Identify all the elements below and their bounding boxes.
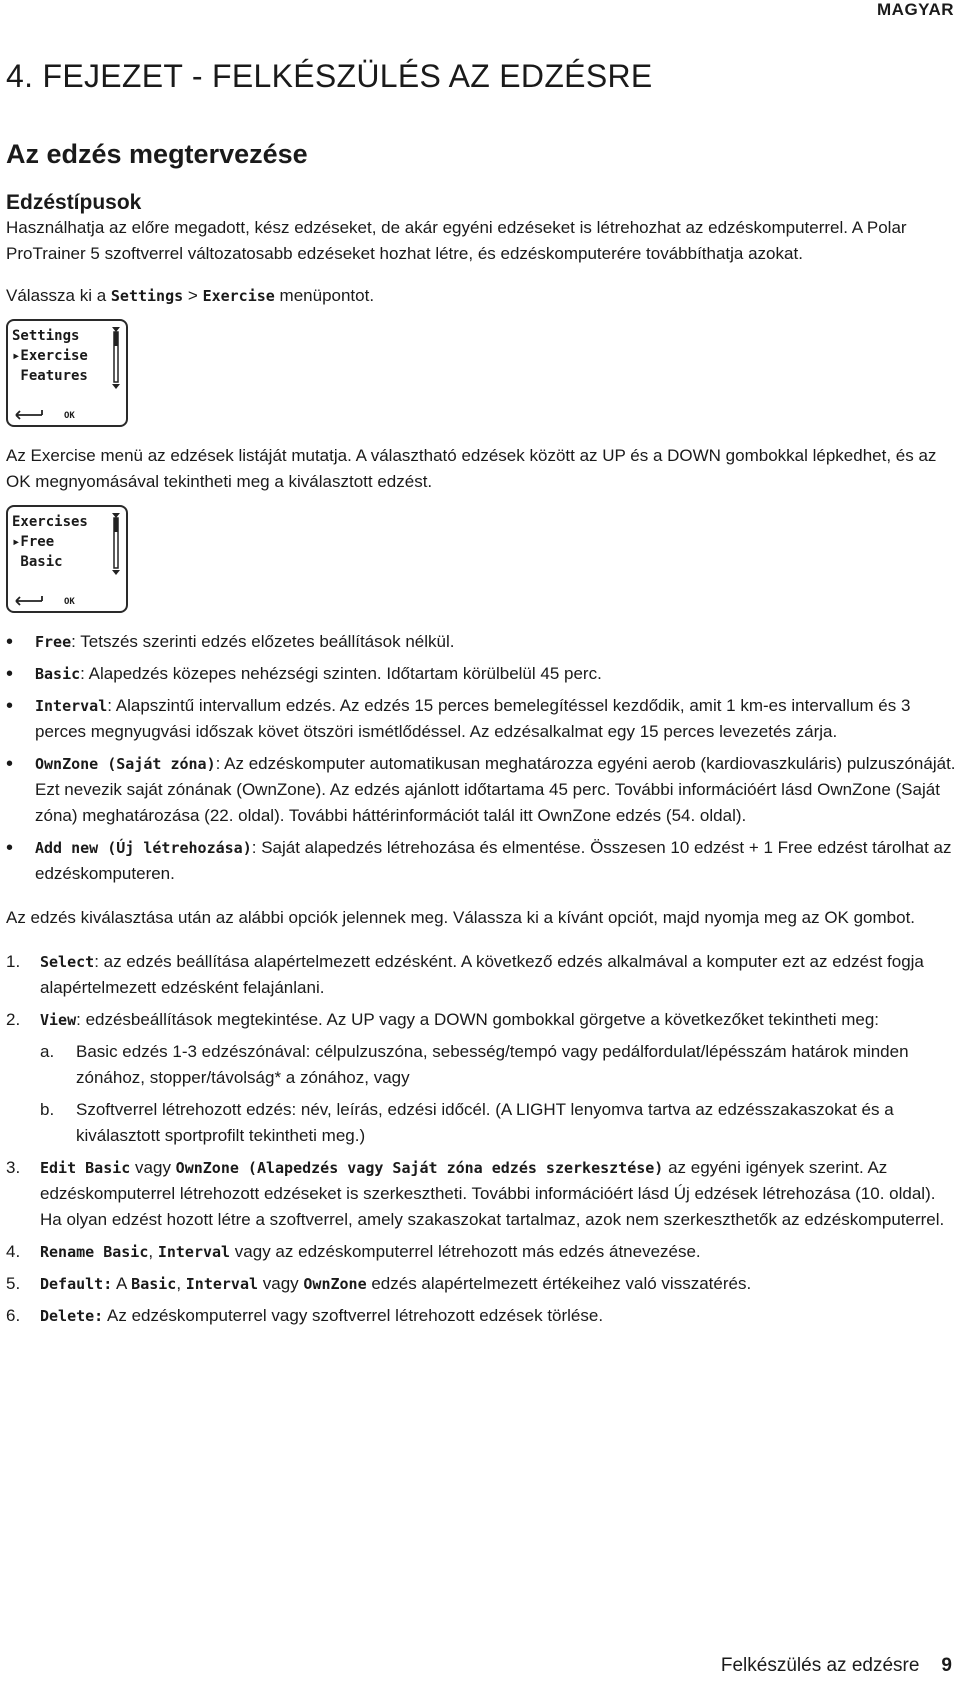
exercise-desc: : Tetszés szerinti edzés előzetes beállítások nélkül. <box>71 632 455 652</box>
intro-paragraph: Használhatja az előre megadott, kész edzéseket, de akár egyéni edzéseket is létrehozhat az edzéskomputerrel. A Polar ProTrainer 5 szoftverrel változatosabb edzéseket hozhat létre, és edzéskomputerére továbbíthatja azokat. <box>6 218 907 264</box>
display-line-3: Basic <box>12 554 63 571</box>
option-text: az egyéni igények szerint. Az edzéskomputerrel létrehozott edzéseket is szerkesztheti. További információért lásd Új edzések létrehozása (10. oldal). Ha olyan edzést hozott létre a szoftverrel, amely szakaszokat tartalmaz, azok nem szerkeszthetők az edzéskomputerrel. <box>40 1158 945 1230</box>
display-line-2: ▸Exercise <box>12 348 88 365</box>
options-list <box>6 949 956 1329</box>
option-command: Rename Basic <box>40 1243 149 1262</box>
sub-text: Basic edzés 1-3 edzészónával: célpulzuszóna, sebesség/tempó vagy pedálfordulat/lépésszám határok minden zónához, stopper/távolság* a zónához, vagy <box>76 1042 909 1088</box>
exercise-name: OwnZone (Saját zóna) <box>35 755 216 774</box>
option-command: OwnZone (Alapedzés vagy Saját zóna edzés szerkesztése) <box>175 1159 664 1178</box>
display-line-1: Settings <box>12 328 80 345</box>
option-item <box>6 949 956 1001</box>
exercise-name: Free <box>35 633 72 652</box>
option-text: vagy az edzéskomputerrel létrehozott más edzés átnevezése. <box>230 1242 701 1262</box>
sub-number: b. <box>40 1100 55 1120</box>
menu-settings: Settings <box>110 287 184 306</box>
option-number: 5. <box>6 1274 21 1294</box>
option-number: 2. <box>6 1010 21 1030</box>
scroll-bar-icon <box>111 513 121 575</box>
option-command: Interval <box>157 1243 231 1262</box>
option-item <box>6 1155 956 1233</box>
option-text: Az edzéskomputerrel vagy szoftverrel létrehozott edzések törlése. <box>103 1306 604 1326</box>
option-connector: vagy <box>130 1158 176 1178</box>
option-command: OwnZone <box>303 1275 367 1294</box>
options-intro: Az edzés kiválasztása után az alábbi opciók jelennek meg. Válassza ki a kívánt opciót, majd nyomja meg az OK gombot. <box>6 908 916 928</box>
exercise-desc: : Alapedzés közepes nehézségi szinten. Időtartam körülbelül 45 perc. <box>80 664 602 684</box>
footer-section-title: Felkészülés az edzésre <box>720 1655 920 1676</box>
option-connector: , <box>176 1274 186 1294</box>
sub-item <box>40 1097 956 1149</box>
exercise-type-list <box>6 629 956 887</box>
subsection-title: Edzéstípusok <box>6 190 142 214</box>
option-command: Default: <box>40 1275 113 1294</box>
select-path-prefix: Válassza ki a <box>6 286 107 306</box>
select-path-text <box>6 283 956 309</box>
page-number: 9 <box>941 1655 952 1676</box>
exercise-name: Basic <box>35 665 81 684</box>
list-item <box>6 629 956 655</box>
option-command: Basic <box>131 1275 177 1294</box>
option-connector: vagy <box>258 1274 304 1294</box>
display-line-2: ▸Free <box>12 534 55 551</box>
page-footer <box>721 1655 952 1677</box>
option-command: Edit Basic <box>40 1159 131 1178</box>
option-command: Select <box>40 953 95 972</box>
watch-display-settings <box>6 319 956 427</box>
option-connector: A <box>112 1274 132 1294</box>
path-separator: > <box>187 286 198 306</box>
view-sublist <box>40 1039 956 1149</box>
option-number: 1. <box>6 952 21 972</box>
option-command: Interval <box>185 1275 259 1294</box>
page-content <box>6 56 956 1335</box>
option-text: edzés alapértelmezett értékeihez való visszatérés. <box>366 1274 752 1294</box>
watch-display-exercises <box>6 505 956 613</box>
option-connector: , <box>148 1242 158 1262</box>
list-item <box>6 693 956 745</box>
display-ok-label: OK <box>64 411 75 422</box>
list-item <box>6 751 956 829</box>
list-item <box>6 661 956 687</box>
option-item <box>6 1239 956 1265</box>
option-text: : edzésbeállítások megtekintése. Az UP vagy a DOWN gombokkal görgetve a következőket tekintheti meg: <box>76 1010 879 1030</box>
exercise-name: Interval <box>35 697 108 716</box>
option-command: Delete: <box>40 1307 104 1326</box>
display-ok-label: OK <box>64 597 75 608</box>
section-title: Az edzés megtervezése <box>6 138 308 169</box>
menu-exercise: Exercise <box>202 287 275 306</box>
sub-text: Szoftverrel létrehozott edzés: név, leírás, edzési időcél. (A LIGHT lenyomva tartva az edzésszakaszokat és a kiválasztott sportprofilt tekintheti meg.) <box>76 1100 894 1146</box>
option-number: 3. <box>6 1158 21 1178</box>
option-number: 4. <box>6 1242 21 1262</box>
back-arrow-icon <box>12 595 46 607</box>
sub-number: a. <box>40 1042 55 1062</box>
display-line-1: Exercises <box>12 514 88 531</box>
option-item <box>6 1007 956 1149</box>
exercise-desc: : Az edzéskomputer automatikusan meghatározza egyéni aerob (kardiovaszkuláris) pulzuszónáját. Ezt nevezik saját zónának (OwnZone). Az edzés ajánlott időtartama 45 perc. További információért lásd OwnZone (Saját zóna) meghatározása (22. oldal). További háttérinformációt talál itt OwnZone edzés (54. oldal). <box>35 754 956 826</box>
list-item <box>6 835 956 887</box>
chapter-title: 4. FEJEZET - FELKÉSZÜLÉS AZ EDZÉSRE <box>6 58 653 94</box>
option-item <box>6 1271 956 1297</box>
exercise-desc: : Alapszintű intervallum edzés. Az edzés 15 perces bemelegítéssel kezdődik, amit 1 km-es intervallum és 3 perces megnyugvási időszak követ ötszöri ismétlődéssel. Az edzésalkalmat egy 15 perces levezetés zárja. <box>35 696 911 742</box>
option-item <box>6 1303 956 1329</box>
option-command: View <box>40 1011 77 1030</box>
option-number: 6. <box>6 1306 21 1326</box>
option-text: : az edzés beállítása alapértelmezett edzésként. A következő edzés alkalmával a komputer ezt az edzést fogja alapértelmezett edzésként felajánlani. <box>40 952 924 998</box>
display-line-3: Features <box>12 368 88 385</box>
sub-item <box>40 1039 956 1091</box>
exercise-menu-text: Az Exercise menü az edzések listáját mutatja. A választható edzések között az UP és a DOWN gombokkal lépkedhet, és az OK megnyomásával tekintheti meg a kiválasztott edzést. <box>6 446 937 492</box>
language-label: MAGYAR <box>877 0 954 19</box>
scroll-bar-icon <box>111 327 121 389</box>
select-path-suffix: menüpontot. <box>279 286 375 306</box>
exercise-name: Add new (Új létrehozása) <box>35 839 252 858</box>
back-arrow-icon <box>12 409 46 421</box>
exercise-desc: : Saját alapedzés létrehozása és elmentése. Összesen 10 edzést + 1 Free edzést tárolhat az edzéskomputeren. <box>35 838 952 884</box>
